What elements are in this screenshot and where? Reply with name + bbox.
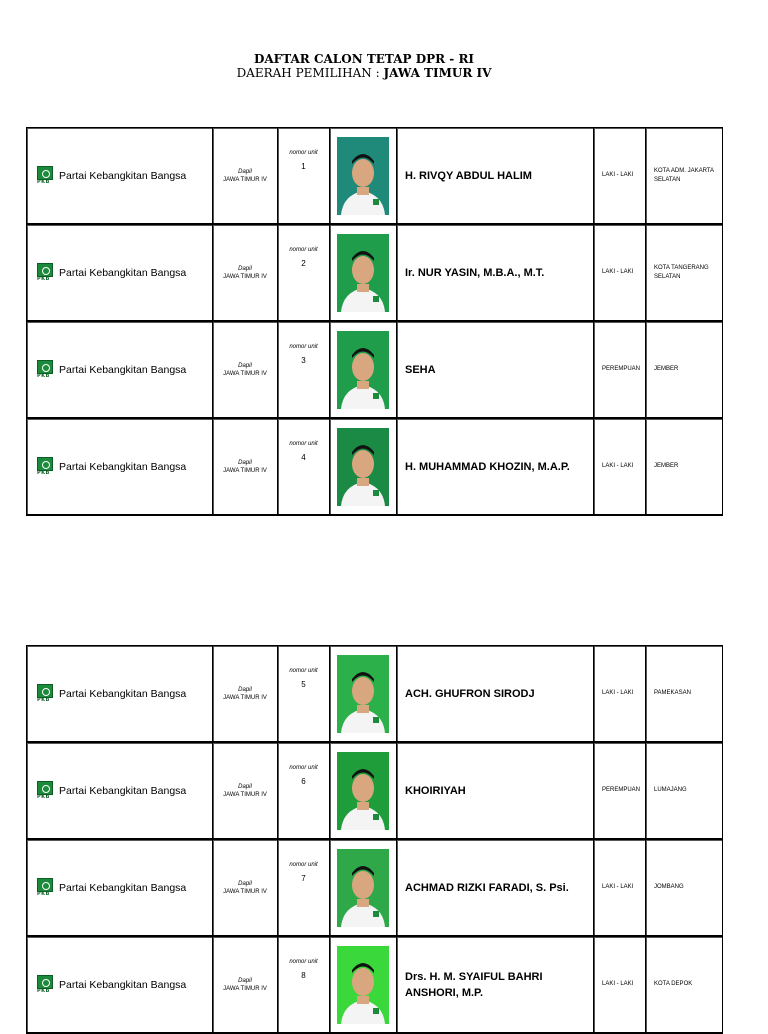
party-cell xyxy=(27,419,213,516)
subtitle-region: JAWA TIMUR IV xyxy=(383,66,492,80)
candidate-domicile: JEMBER xyxy=(646,322,723,419)
photo-cell xyxy=(330,322,397,419)
candidate-name: ACH. GHUFRON SIRODJ xyxy=(397,646,594,743)
candidate-photo xyxy=(337,946,389,1024)
party-cell xyxy=(27,225,213,322)
pkb-logo-icon: PKB xyxy=(37,684,53,704)
subtitle-prefix: DAERAH PEMILIHAN : xyxy=(236,66,384,80)
candidate-table-1 xyxy=(26,127,723,516)
nomor-unit-label: nomor unit xyxy=(289,344,318,350)
candidate-domicile: JOMBANG xyxy=(646,840,723,937)
candidate-gender: LAKI - LAKI xyxy=(594,840,646,937)
party-cell xyxy=(27,322,213,419)
party-cell xyxy=(27,128,213,225)
party-cell xyxy=(27,743,213,840)
candidate-name: H. MUHAMMAD KHOZIN, M.A.P. xyxy=(397,419,594,516)
photo-cell xyxy=(330,743,397,840)
unit-cell xyxy=(278,840,330,937)
candidate-row xyxy=(27,937,723,1034)
dapil-cell xyxy=(213,322,278,419)
party-cell xyxy=(27,840,213,937)
photo-cell xyxy=(330,937,397,1034)
nomor-unit-label: nomor unit xyxy=(289,765,318,771)
photo-cell xyxy=(330,225,397,322)
candidate-row xyxy=(27,646,723,743)
candidate-photo xyxy=(337,331,389,409)
dapil-value: JAWA TIMUR IV xyxy=(223,370,267,377)
dapil-value: JAWA TIMUR IV xyxy=(223,694,267,701)
unit-cell xyxy=(278,646,330,743)
nomor-unit-value: 6 xyxy=(301,777,306,786)
candidate-name: H. RIVQY ABDUL HALIM xyxy=(397,128,594,225)
nomor-unit-label: nomor unit xyxy=(289,441,318,447)
photo-cell xyxy=(330,419,397,516)
party-name: Partai Kebangkitan Bangsa xyxy=(59,978,187,991)
nomor-unit-value: 4 xyxy=(301,453,306,462)
party-name: Partai Kebangkitan Bangsa xyxy=(59,363,187,376)
candidate-photo xyxy=(337,849,389,927)
unit-cell xyxy=(278,743,330,840)
photo-cell xyxy=(330,646,397,743)
dapil-label: Dapil xyxy=(238,362,252,369)
document-subtitle xyxy=(0,66,728,80)
candidate-gender: LAKI - LAKI xyxy=(594,128,646,225)
party-cell xyxy=(27,937,213,1034)
party-name: Partai Kebangkitan Bangsa xyxy=(59,881,187,894)
nomor-unit-value: 2 xyxy=(301,259,306,268)
dapil-value: JAWA TIMUR IV xyxy=(223,791,267,798)
dapil-value: JAWA TIMUR IV xyxy=(223,985,267,992)
dapil-value: JAWA TIMUR IV xyxy=(223,467,267,474)
unit-cell xyxy=(278,225,330,322)
candidate-gender: LAKI - LAKI xyxy=(594,646,646,743)
party-name: Partai Kebangkitan Bangsa xyxy=(59,784,187,797)
nomor-unit-label: nomor unit xyxy=(289,668,318,674)
candidate-row xyxy=(27,322,723,419)
unit-cell xyxy=(278,322,330,419)
dapil-label: Dapil xyxy=(238,459,252,466)
candidate-gender: PEREMPUAN xyxy=(594,322,646,419)
candidate-row xyxy=(27,225,723,322)
photo-cell xyxy=(330,840,397,937)
pkb-logo-icon: PKB xyxy=(37,781,53,801)
candidate-row xyxy=(27,128,723,225)
dapil-cell xyxy=(213,225,278,322)
pkb-logo-icon: PKB xyxy=(37,975,53,995)
party-cell xyxy=(27,646,213,743)
nomor-unit-label: nomor unit xyxy=(289,150,318,156)
pkb-logo-icon: PKB xyxy=(37,263,53,283)
candidate-domicile: KOTA ADM. JAKARTA SELATAN xyxy=(646,128,723,225)
dapil-label: Dapil xyxy=(238,880,252,887)
party-name: Partai Kebangkitan Bangsa xyxy=(59,687,187,700)
unit-cell xyxy=(278,128,330,225)
candidate-name: SEHA xyxy=(397,322,594,419)
dapil-cell xyxy=(213,937,278,1034)
nomor-unit-label: nomor unit xyxy=(289,862,318,868)
dapil-label: Dapil xyxy=(238,783,252,790)
candidate-name: Ir. NUR YASIN, M.B.A., M.T. xyxy=(397,225,594,322)
pkb-logo-icon: PKB xyxy=(37,457,53,477)
party-name: Partai Kebangkitan Bangsa xyxy=(59,460,187,473)
candidate-row xyxy=(27,840,723,937)
nomor-unit-value: 1 xyxy=(301,162,306,171)
dapil-cell xyxy=(213,840,278,937)
candidate-photo xyxy=(337,137,389,215)
candidate-name: ACHMAD RIZKI FARADI, S. Psi. xyxy=(397,840,594,937)
candidate-name: KHOIRIYAH xyxy=(397,743,594,840)
candidate-domicile: PAMEKASAN xyxy=(646,646,723,743)
pkb-logo-icon: PKB xyxy=(37,360,53,380)
candidate-domicile: KOTA DEPOK xyxy=(646,937,723,1034)
candidate-gender: LAKI - LAKI xyxy=(594,937,646,1034)
candidate-row xyxy=(27,743,723,840)
nomor-unit-value: 8 xyxy=(301,971,306,980)
dapil-cell xyxy=(213,646,278,743)
party-name: Partai Kebangkitan Bangsa xyxy=(59,266,187,279)
photo-cell xyxy=(330,128,397,225)
nomor-unit-label: nomor unit xyxy=(289,959,318,965)
dapil-cell xyxy=(213,419,278,516)
nomor-unit-value: 3 xyxy=(301,356,306,365)
candidate-domicile: JEMBER xyxy=(646,419,723,516)
party-name: Partai Kebangkitan Bangsa xyxy=(59,169,187,182)
dapil-value: JAWA TIMUR IV xyxy=(223,273,267,280)
candidate-photo xyxy=(337,655,389,733)
pkb-logo-icon: PKB xyxy=(37,878,53,898)
pkb-logo-icon: PKB xyxy=(37,166,53,186)
candidate-photo xyxy=(337,234,389,312)
candidate-table-2 xyxy=(26,645,723,1034)
candidate-photo xyxy=(337,428,389,506)
dapil-value: JAWA TIMUR IV xyxy=(223,176,267,183)
candidate-gender: LAKI - LAKI xyxy=(594,225,646,322)
dapil-cell xyxy=(213,128,278,225)
dapil-label: Dapil xyxy=(238,168,252,175)
candidate-row xyxy=(27,419,723,516)
dapil-label: Dapil xyxy=(238,977,252,984)
candidate-gender: LAKI - LAKI xyxy=(594,419,646,516)
candidate-photo xyxy=(337,752,389,830)
dapil-value: JAWA TIMUR IV xyxy=(223,888,267,895)
nomor-unit-label: nomor unit xyxy=(289,247,318,253)
candidate-name: Drs. H. M. SYAIFUL BAHRI ANSHORI, M.P. xyxy=(397,937,594,1034)
dapil-cell xyxy=(213,743,278,840)
dapil-label: Dapil xyxy=(238,265,252,272)
candidate-gender: PEREMPUAN xyxy=(594,743,646,840)
document-title: DAFTAR CALON TETAP DPR - RI xyxy=(253,52,475,66)
unit-cell xyxy=(278,419,330,516)
candidate-domicile: LUMAJANG xyxy=(646,743,723,840)
nomor-unit-value: 7 xyxy=(301,874,306,883)
nomor-unit-value: 5 xyxy=(301,680,306,689)
candidate-domicile: KOTA TANGERANG SELATAN xyxy=(646,225,723,322)
document-header xyxy=(0,52,728,80)
unit-cell xyxy=(278,937,330,1034)
dapil-label: Dapil xyxy=(238,686,252,693)
